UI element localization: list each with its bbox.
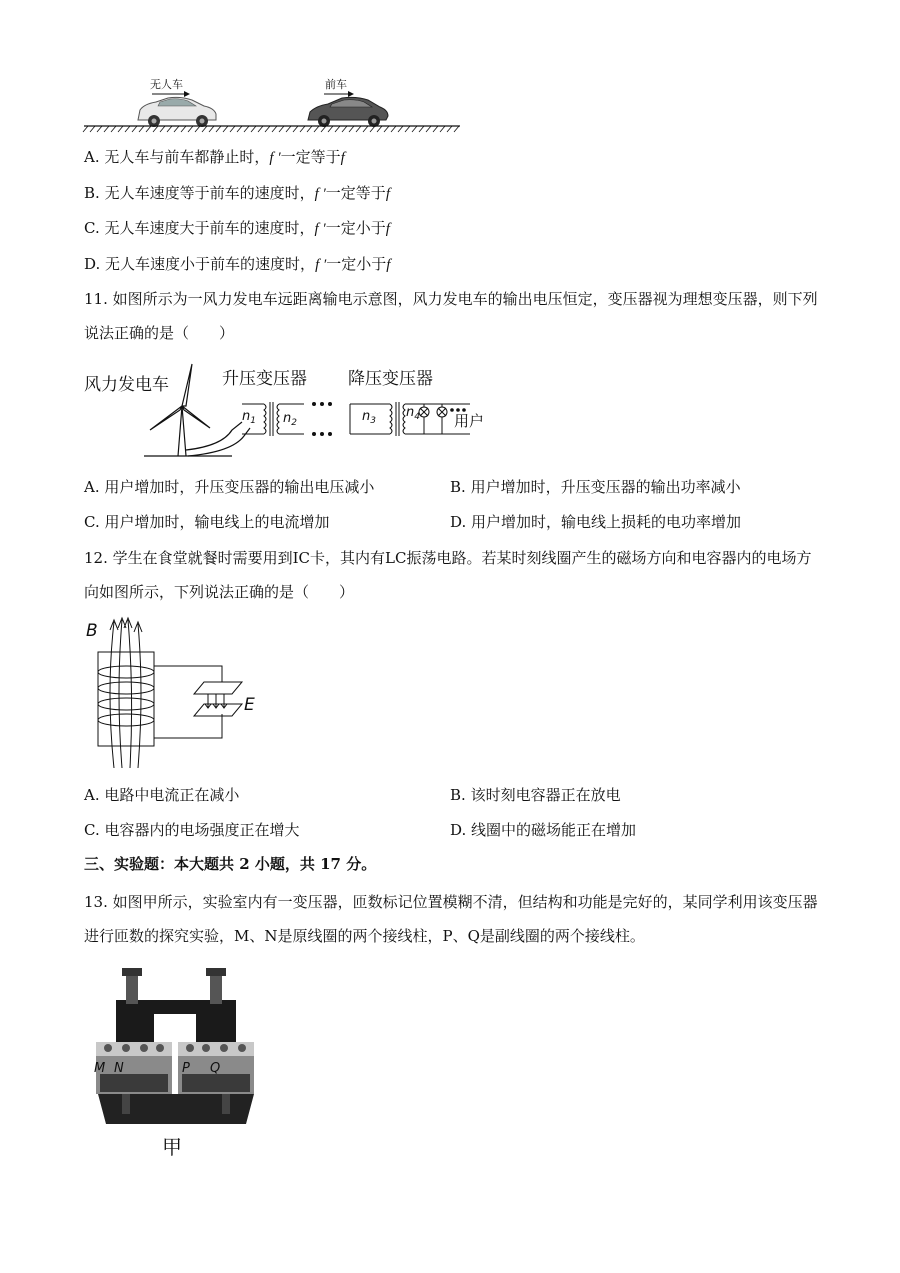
ground-hatch bbox=[363, 126, 368, 132]
ground-hatch bbox=[307, 126, 312, 132]
ground-hatch bbox=[398, 126, 403, 132]
ground-hatch bbox=[265, 126, 270, 132]
ground-hatch bbox=[405, 126, 410, 132]
q12-option-d: D. 线圈中的磁场能正在增加 bbox=[450, 821, 637, 839]
lc-circuit-figure bbox=[84, 612, 274, 772]
ground-hatch bbox=[314, 126, 319, 132]
figure-caption: 甲 bbox=[162, 1135, 182, 1159]
section-title: 三、实验题：本大题共 2 小题，共 17 分。 bbox=[84, 855, 377, 873]
ground-hatch bbox=[132, 126, 137, 132]
ground-hatch bbox=[223, 126, 228, 132]
q11-option-c: C. 用户增加时，输电线上的电流增加 bbox=[84, 513, 330, 531]
ground-hatch bbox=[300, 126, 305, 132]
ground-hatch bbox=[356, 126, 361, 132]
front-car bbox=[308, 97, 388, 127]
svg-text:n4: $n_4$ bbox=[406, 405, 420, 422]
ground-hatch bbox=[104, 126, 109, 132]
ground-hatch bbox=[384, 126, 389, 132]
q10-option-b: B. 无人车速度等于前车的速度时，f ′一定等于f bbox=[84, 184, 390, 202]
ground-hatch bbox=[272, 126, 277, 132]
q10-option-c: C. 无人车速度大于前车的速度时，f ′一定小于f bbox=[84, 219, 390, 237]
ground-hatch bbox=[111, 126, 116, 132]
ground-hatch bbox=[342, 126, 347, 132]
q11-stem: 11. 如图所示为一风力发电车远距离输电示意图，风力发电车的输出电压恒定，变压器视为理想变压器，则下列说法正确的是（ ） bbox=[84, 290, 818, 342]
ground-hatch bbox=[125, 126, 130, 132]
q12-option-a: A. 电路中电流正在减小 bbox=[84, 786, 240, 804]
ground-hatch bbox=[370, 126, 375, 132]
q11-option-a: A. 用户增加时，升压变压器的输出电压减小 bbox=[84, 478, 375, 496]
terminal-n-label: N bbox=[114, 1061, 124, 1076]
ground-hatch bbox=[426, 126, 431, 132]
q10-option-a: A. 无人车与前车都静止时，f ′一定等于f bbox=[84, 148, 345, 166]
driverless-car bbox=[138, 97, 216, 127]
ground-hatch bbox=[251, 126, 256, 132]
svg-text:n1: $n_1$ bbox=[242, 409, 256, 426]
q13-stem: 13. 如图甲所示，实验室内有一变压器，匝数标记位置模糊不清，但结构和功能是完好的，某同学利用该变压器进行匝数的探究实验，M、N是原线圈的两个接线柱，P、Q是副线圈的两个接线柱。 bbox=[84, 893, 818, 945]
ground-hatch bbox=[454, 126, 459, 132]
q11-option-d: D. 用户增加时，输电线上损耗的电功率增加 bbox=[450, 513, 742, 531]
ground-hatch bbox=[391, 126, 396, 132]
ground-hatch bbox=[146, 126, 151, 132]
svg-text:n2: $n_2$ bbox=[283, 411, 297, 428]
ground-hatch bbox=[195, 126, 200, 132]
ground-hatch bbox=[440, 126, 445, 132]
ground-hatch bbox=[216, 126, 221, 132]
ground-hatch bbox=[181, 126, 186, 132]
ground-hatch bbox=[230, 126, 235, 132]
ground-hatch bbox=[447, 126, 452, 132]
ground-hatch bbox=[433, 126, 438, 132]
transformer-photo-figure bbox=[86, 964, 266, 1164]
ground-hatch bbox=[237, 126, 242, 132]
q10-option-d: D. 无人车速度小于前车的速度时，f ′一定小于f bbox=[84, 255, 391, 273]
ground-hatch bbox=[83, 126, 88, 132]
ground-hatch bbox=[118, 126, 123, 132]
ground-hatch bbox=[258, 126, 263, 132]
car1-label: 无人车 bbox=[150, 78, 183, 91]
user-label: 用户 bbox=[454, 412, 485, 430]
ground-hatch bbox=[174, 126, 179, 132]
step-down-label: 降压变压器 bbox=[348, 369, 433, 389]
ground-hatch bbox=[419, 126, 424, 132]
terminal-p-label: P bbox=[182, 1061, 190, 1076]
ground-hatch bbox=[244, 126, 249, 132]
q12-option-b: B. 该时刻电容器正在放电 bbox=[450, 786, 621, 804]
q11-option-b: B. 用户增加时，升压变压器的输出功率减小 bbox=[450, 478, 741, 496]
ground-hatch bbox=[377, 126, 382, 132]
ground-hatch bbox=[209, 126, 214, 132]
ground-hatch bbox=[90, 126, 95, 132]
q12-stem: 12. 学生在食堂就餐时需要用到IC卡，其内有LC振荡电路。若某时刻线圈产生的磁场方向和电容器内的电场方向如图所示，下列说法正确的是（ ） bbox=[84, 549, 812, 601]
ground-hatch bbox=[139, 126, 144, 132]
terminal-q-label: Q bbox=[210, 1061, 221, 1076]
ground-hatch bbox=[279, 126, 284, 132]
cars-figure bbox=[80, 70, 465, 135]
e-field-label: E bbox=[244, 695, 255, 715]
ground-hatch bbox=[412, 126, 417, 132]
ground-hatch bbox=[328, 126, 333, 132]
car2-label: 前车 bbox=[325, 78, 347, 91]
generator-label: 风力发电车 bbox=[84, 375, 169, 395]
ground-hatch bbox=[160, 126, 165, 132]
ground-hatch bbox=[167, 126, 172, 132]
b-field-label: B bbox=[86, 621, 98, 641]
q12-option-c: C. 电容器内的电场强度正在增大 bbox=[84, 821, 300, 839]
ground-hatch bbox=[349, 126, 354, 132]
power-transmission-figure bbox=[82, 360, 502, 460]
step-up-label: 升压变压器 bbox=[222, 369, 307, 389]
svg-text:n3: $n_3$ bbox=[362, 409, 376, 426]
ground-hatch bbox=[188, 126, 193, 132]
ground-hatch bbox=[335, 126, 340, 132]
ground-hatch bbox=[293, 126, 298, 132]
ground-hatch bbox=[286, 126, 291, 132]
ground-hatch bbox=[97, 126, 102, 132]
terminal-m-label: M bbox=[94, 1061, 106, 1076]
